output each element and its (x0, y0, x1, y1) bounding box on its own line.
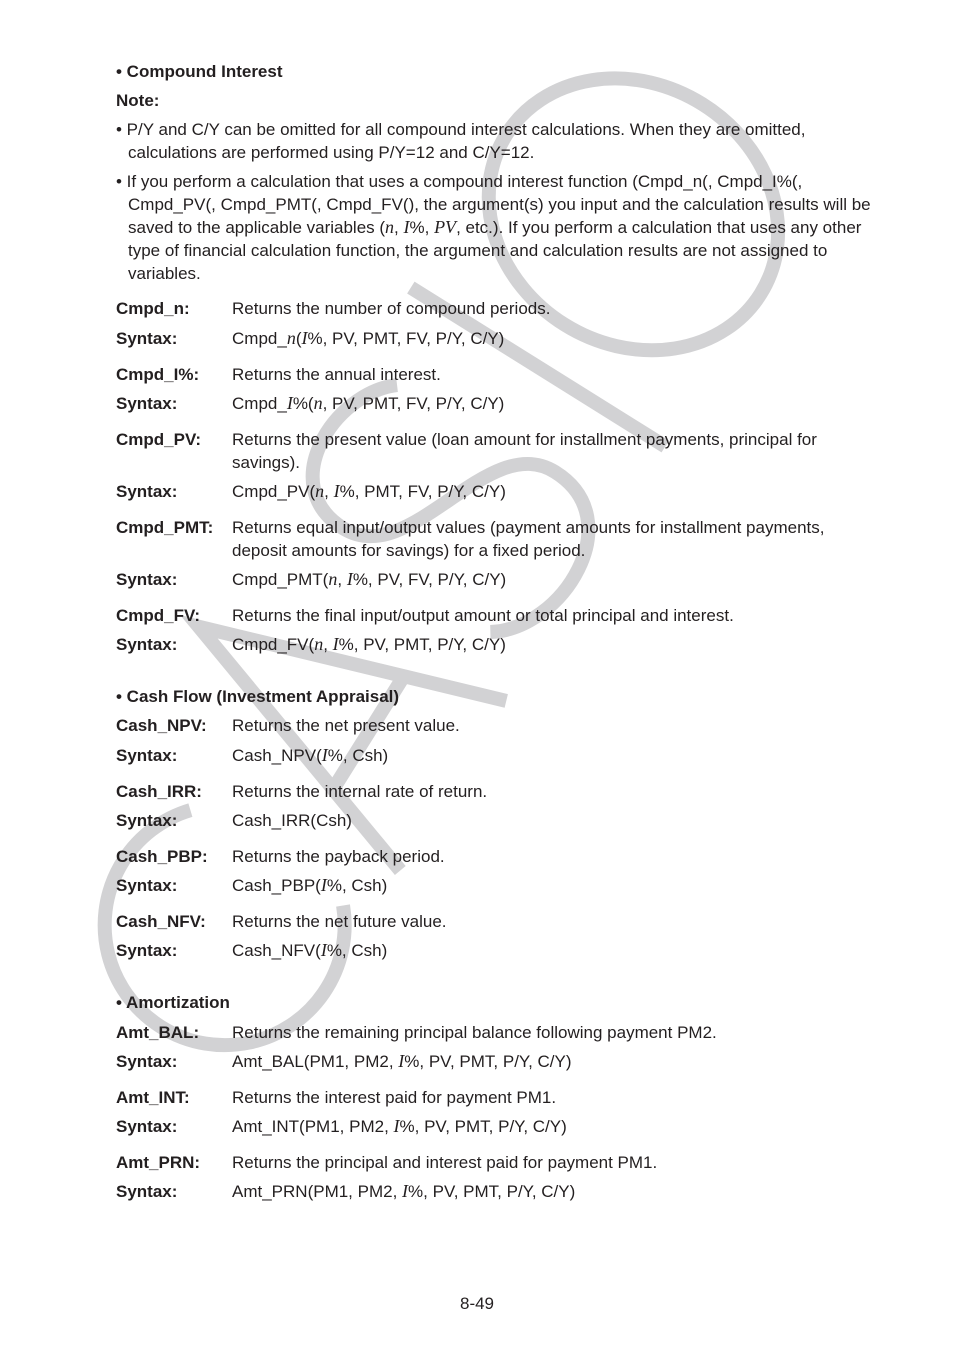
amt-bal-syntax (232, 1050, 572, 1073)
note-label: Note: (116, 91, 160, 110)
syntax-text: %, PV, PMT, FV, P/Y, C/Y) (307, 329, 505, 348)
page-number: 8-49 (459, 1294, 495, 1313)
syntax-text: %, Csh) (326, 876, 388, 895)
syntax-text: %, PV, PMT, P/Y, C/Y) (408, 1182, 576, 1201)
cmpd-pmt-syntax (232, 568, 506, 591)
cash-irr-description: Returns the internal rate of return. (232, 782, 488, 801)
amt-prn-label: Amt_PRN: (116, 1153, 201, 1172)
syntax-text: Cash_PBP( (232, 876, 321, 895)
math-i: I (403, 217, 410, 237)
syntax-text: Cmpd_PV( (232, 482, 316, 501)
cash-pbp-description: Returns the payback period. (232, 847, 445, 866)
syntax-text: ( (295, 329, 302, 348)
cash-npv-description: Returns the net present value. (232, 716, 460, 735)
cash-irr-label: Cash_IRR: (116, 782, 202, 801)
syntax-text: , (337, 570, 347, 589)
compound-interest-heading: • Compound Interest (116, 62, 283, 81)
syntax-text: %, PMT, FV, P/Y, C/Y) (339, 482, 506, 501)
cmpd-n-description: Returns the number of compound periods. (232, 299, 551, 318)
syntax-text: , PV, PMT, FV, P/Y, C/Y) (322, 394, 505, 413)
math-pv: PV (434, 217, 457, 237)
cash-nfv-label: Cash_NFV: (116, 912, 206, 931)
cmpd-i-description: Returns the annual interest. (232, 365, 441, 384)
syntax-label: Syntax: (116, 746, 178, 765)
amt-prn-description: Returns the principal and interest paid for payment PM1. (232, 1153, 658, 1172)
cmpd-fv-syntax (232, 633, 506, 656)
syntax-text: , (323, 635, 333, 654)
note-text: , (394, 218, 404, 237)
cash-nfv-description: Returns the net future value. (232, 912, 447, 931)
syntax-label: Syntax: (116, 329, 178, 348)
amortization-heading: • Amortization (116, 993, 230, 1012)
cmpd-pmt-description: Returns equal input/output values (payment amounts for installment payments, deposit amounts for savings) for a fixed period. (232, 518, 825, 560)
syntax-text: %( (292, 394, 314, 413)
math-n: n (314, 634, 324, 654)
math-i: I (301, 328, 308, 348)
cash-flow-heading: • Cash Flow (Investment Appraisal) (116, 687, 400, 706)
cmpd-pv-syntax (232, 480, 506, 503)
syntax-text: Cmpd_ (232, 329, 287, 348)
syntax-text: %, PV, FV, P/Y, C/Y) (352, 570, 507, 589)
cmpd-fv-description: Returns the final input/output amount or total principal and interest. (232, 606, 734, 625)
math-i: I (333, 481, 340, 501)
syntax-text: Cash_NFV( (232, 941, 321, 960)
syntax-label: Syntax: (116, 1052, 178, 1071)
math-n: n (313, 393, 323, 413)
cash-pbp-syntax (232, 874, 387, 897)
math-i: I (320, 875, 327, 895)
amt-int-syntax (232, 1115, 567, 1138)
note-item-variables (116, 170, 888, 285)
syntax-text: %, PV, PMT, P/Y, C/Y) (399, 1117, 567, 1136)
cmpd-pmt-label: Cmpd_PMT: (116, 518, 214, 537)
syntax-label: Syntax: (116, 811, 178, 830)
syntax-text: Amt_BAL(PM1, PM2, (232, 1052, 399, 1071)
note-text: • If you perform a calculation that uses a compound interest function (Cmpd_n(, Cmpd_I%(, Cmpd_PV(, Cmpd_PMT(, Cmpd_FV(), the argument(s) you input and the calculation results will be saved to the applicable variables ( (116, 172, 871, 237)
syntax-label: Syntax: (116, 570, 178, 589)
cmpd-pv-description: Returns the present value (loan amount for installment payments, principal for savings). (232, 430, 817, 472)
math-i: I (402, 1181, 409, 1201)
math-n: n (328, 569, 338, 589)
syntax-text: %, PV, PMT, P/Y, C/Y) (404, 1052, 572, 1071)
cmpd-n-label: Cmpd_n: (116, 299, 190, 318)
syntax-label: Syntax: (116, 876, 178, 895)
amt-prn-syntax (232, 1180, 575, 1203)
math-n: n (315, 481, 325, 501)
cmpd-i-syntax (232, 392, 504, 415)
syntax-text: Cmpd_FV( (232, 635, 315, 654)
syntax-text: Amt_INT(PM1, PM2, (232, 1117, 394, 1136)
syntax-text: Cmpd_ (232, 394, 287, 413)
syntax-text: Amt_PRN(PM1, PM2, (232, 1182, 403, 1201)
cash-npv-label: Cash_NPV: (116, 716, 207, 735)
math-i: I (393, 1116, 400, 1136)
cmpd-pv-label: Cmpd_PV: (116, 430, 202, 449)
cmpd-i-label: Cmpd_I%: (116, 365, 200, 384)
cash-irr-syntax: Cash_IRR(Csh) (232, 811, 352, 830)
syntax-label: Syntax: (116, 635, 178, 654)
syntax-text: Cmpd_PMT( (232, 570, 329, 589)
math-i: I (286, 393, 293, 413)
syntax-text: %, Csh) (326, 941, 388, 960)
cmpd-fv-label: Cmpd_FV: (116, 606, 201, 625)
math-i: I (332, 634, 339, 654)
math-n: n (286, 328, 296, 348)
syntax-label: Syntax: (116, 394, 178, 413)
syntax-label: Syntax: (116, 482, 178, 501)
syntax-label: Syntax: (116, 1117, 178, 1136)
note-item-omit-py-cy: • P/Y and C/Y can be omitted for all compound interest calculations. When they are omitted, calculations are performed using P/Y=12 and C/Y=12. (116, 120, 806, 162)
amt-int-description: Returns the interest paid for payment PM1. (232, 1088, 557, 1107)
cmpd-n-syntax (232, 327, 504, 350)
note-text: %, (409, 218, 435, 237)
math-i: I (398, 1051, 405, 1071)
syntax-text: %, PV, PMT, P/Y, C/Y) (338, 635, 506, 654)
cash-pbp-label: Cash_PBP: (116, 847, 208, 866)
amt-bal-label: Amt_BAL: (116, 1023, 200, 1042)
amt-int-label: Amt_INT: (116, 1088, 190, 1107)
cash-npv-syntax (232, 744, 388, 767)
math-i: I (321, 745, 328, 765)
math-i: I (346, 569, 353, 589)
syntax-label: Syntax: (116, 1182, 178, 1201)
syntax-text: , (324, 482, 334, 501)
amt-bal-description: Returns the remaining principal balance following payment PM2. (232, 1023, 717, 1042)
syntax-text: %, Csh) (327, 746, 389, 765)
syntax-label: Syntax: (116, 941, 178, 960)
note-text: , etc.). If you perform a calculation that uses any other type of financial calculation function, the argument and calculation results are not assigned to variables. (128, 218, 862, 283)
cash-nfv-syntax (232, 939, 387, 962)
math-n: n (385, 217, 395, 237)
syntax-text: Cash_NPV( (232, 746, 322, 765)
math-i: I (320, 940, 327, 960)
